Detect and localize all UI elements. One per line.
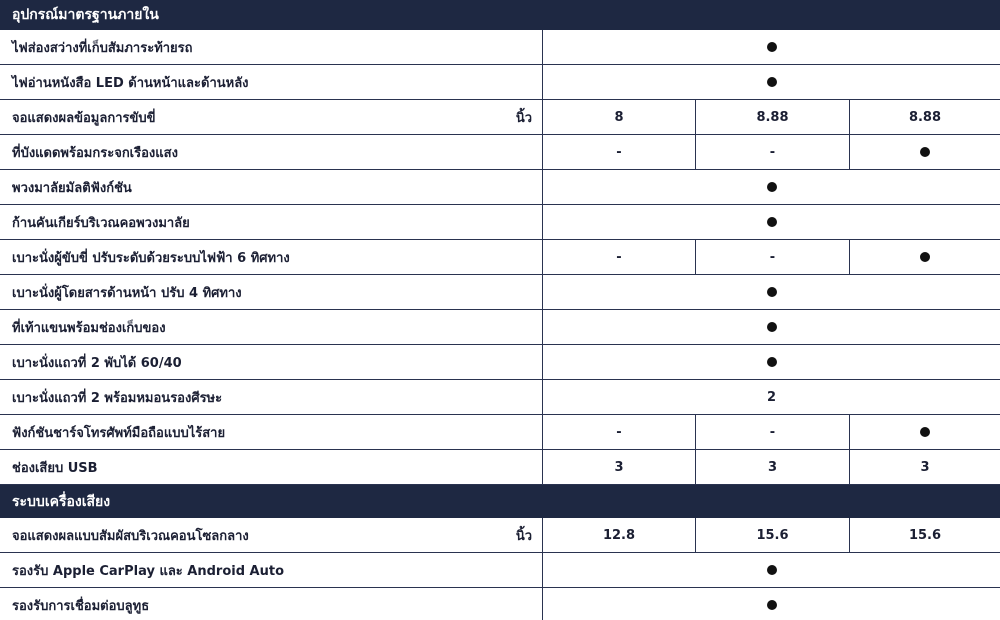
spec-value-text: -: [616, 144, 622, 160]
spec-label: ช่องเสียบ USB: [12, 460, 98, 476]
spec-row: [0, 450, 1000, 485]
spec-value-trim-1: [543, 100, 696, 134]
spec-value-trim-1: [543, 135, 696, 169]
spec-row: [0, 275, 1000, 310]
spec-row: [0, 240, 1000, 275]
spec-row: [0, 380, 1000, 415]
standard-equipment-dot-icon: [920, 147, 930, 157]
spec-label-cell: [0, 310, 543, 344]
spec-value-text: -: [769, 144, 776, 160]
spec-label: ฟังก์ชันชาร์จโทรศัพท์มือถือแบบไร้สาย: [12, 425, 226, 441]
spec-value-trim-2: [696, 518, 850, 552]
standard-equipment-dot-icon: [767, 357, 777, 367]
spec-value-trim-1: [543, 518, 696, 552]
standard-equipment-dot-icon: [767, 600, 777, 610]
spec-value-trim-3: [850, 450, 1000, 484]
spec-value-trim-1: [543, 415, 696, 449]
spec-unit: นิ้ว: [515, 528, 532, 544]
spec-label-cell: [0, 65, 543, 99]
spec-unit: นิ้ว: [515, 110, 532, 126]
spec-value-all-trims: [543, 310, 1000, 344]
spec-label: ไฟอ่านหนังสือ LED ด้านหน้าและด้านหลัง: [12, 75, 249, 91]
spec-label: ที่บังแดดพร้อมกระจกเรืองแสง: [12, 145, 178, 161]
spec-row: [0, 310, 1000, 345]
spec-label: เบาะนั่งผู้โดยสารด้านหน้า ปรับ 4 ทิศทาง: [12, 285, 242, 301]
standard-equipment-dot-icon: [767, 77, 777, 87]
spec-row: [0, 30, 1000, 65]
spec-value-text: -: [616, 424, 622, 440]
section-header: ระบบเครื่องเสียง: [0, 485, 1000, 518]
standard-equipment-dot-icon: [767, 565, 777, 575]
spec-value-text: -: [616, 249, 622, 265]
spec-value-trim-2: [696, 415, 850, 449]
spec-label: ไฟส่องสว่างที่เก็บสัมภาระท้ายรถ: [12, 40, 193, 56]
spec-row: [0, 205, 1000, 240]
spec-value-trim-2: [696, 240, 850, 274]
spec-value-trim-2: [696, 450, 850, 484]
spec-value-trim-1: [543, 450, 696, 484]
spec-value-trim-2: [696, 100, 850, 134]
spec-label-cell: [0, 415, 543, 449]
spec-value-all-trims: [543, 170, 1000, 204]
spec-label-cell: [0, 170, 543, 204]
spec-label-cell: [0, 450, 543, 484]
spec-value-trim-3: [850, 415, 1000, 449]
spec-label-cell: [0, 518, 543, 552]
spec-label-cell: [0, 100, 543, 134]
spec-value-text: 2: [766, 389, 777, 405]
spec-label-cell: [0, 205, 543, 239]
spec-label: จอแสดงผลข้อมูลการขับขี่: [12, 110, 156, 126]
spec-value-all-trims: [543, 345, 1000, 379]
spec-label-cell: [0, 380, 543, 414]
standard-equipment-dot-icon: [767, 287, 777, 297]
spec-label: ที่เท้าแขนพร้อมช่องเก็บของ: [12, 320, 166, 336]
spec-row: [0, 518, 1000, 553]
spec-label: พวงมาลัยมัลติฟังก์ชัน: [12, 180, 132, 196]
standard-equipment-dot-icon: [767, 42, 777, 52]
spec-value-all-trims: [543, 205, 1000, 239]
spec-value-text: 15.6: [908, 527, 942, 543]
spec-value-text: 8.88: [756, 109, 789, 125]
spec-value-text: -: [769, 424, 776, 440]
spec-row: [0, 588, 1000, 620]
spec-row: [0, 170, 1000, 205]
standard-equipment-dot-icon: [920, 427, 930, 437]
spec-value-all-trims: [543, 380, 1000, 414]
spec-value-text: 8.88: [908, 109, 942, 125]
spec-value-trim-3: [850, 240, 1000, 274]
spec-row: [0, 65, 1000, 100]
spec-label: ก้านคันเกียร์บริเวณคอพวงมาลัย: [12, 215, 190, 231]
spec-value-trim-3: [850, 135, 1000, 169]
spec-label-cell: [0, 275, 543, 309]
standard-equipment-dot-icon: [767, 182, 777, 192]
spec-label-cell: [0, 553, 543, 587]
spec-value-text: 3: [920, 459, 930, 475]
spec-label: เบาะนั่งแถวที่ 2 พับได้ 60/40: [12, 355, 182, 371]
spec-value-text: 8: [614, 109, 624, 125]
spec-value-trim-2: [696, 135, 850, 169]
spec-value-text: 3: [767, 459, 778, 475]
spec-row: [0, 415, 1000, 450]
spec-label: จอแสดงผลแบบสัมผัสบริเวณคอนโซลกลาง: [12, 528, 249, 544]
spec-label-cell: [0, 240, 543, 274]
spec-label: รองรับ Apple CarPlay และ Android Auto: [12, 563, 285, 579]
spec-value-text: 15.6: [756, 527, 789, 543]
spec-value-all-trims: [543, 30, 1000, 64]
spec-value-all-trims: [543, 275, 1000, 309]
standard-equipment-dot-icon: [767, 217, 777, 227]
spec-row: [0, 135, 1000, 170]
spec-label-cell: [0, 30, 543, 64]
spec-label-cell: [0, 345, 543, 379]
spec-label-cell: [0, 588, 543, 620]
section-header: อุปกรณ์มาตรฐานภายใน: [0, 0, 1000, 30]
spec-row: [0, 553, 1000, 588]
spec-value-all-trims: [543, 588, 1000, 620]
spec-label: เบาะนั่งแถวที่ 2 พร้อมหมอนรองศีรษะ: [12, 390, 223, 406]
spec-value-trim-1: [543, 240, 696, 274]
spec-value-all-trims: [543, 553, 1000, 587]
spec-value-text: 3: [614, 459, 624, 475]
spec-value-trim-3: [850, 100, 1000, 134]
standard-equipment-dot-icon: [920, 252, 930, 262]
spec-label: เบาะนั่งผู้ขับขี่ ปรับระดับด้วยระบบไฟฟ้า 6 ทิศทาง: [12, 250, 290, 266]
spec-value-all-trims: [543, 65, 1000, 99]
spec-row: [0, 345, 1000, 380]
standard-equipment-dot-icon: [767, 322, 777, 332]
spec-value-text: 12.8: [602, 527, 636, 543]
spec-label: รองรับการเชื่อมต่อบลูทูธ: [12, 598, 150, 614]
spec-label-cell: [0, 135, 543, 169]
spec-value-text: -: [769, 249, 776, 265]
spec-row: [0, 100, 1000, 135]
spec-value-trim-3: [850, 518, 1000, 552]
